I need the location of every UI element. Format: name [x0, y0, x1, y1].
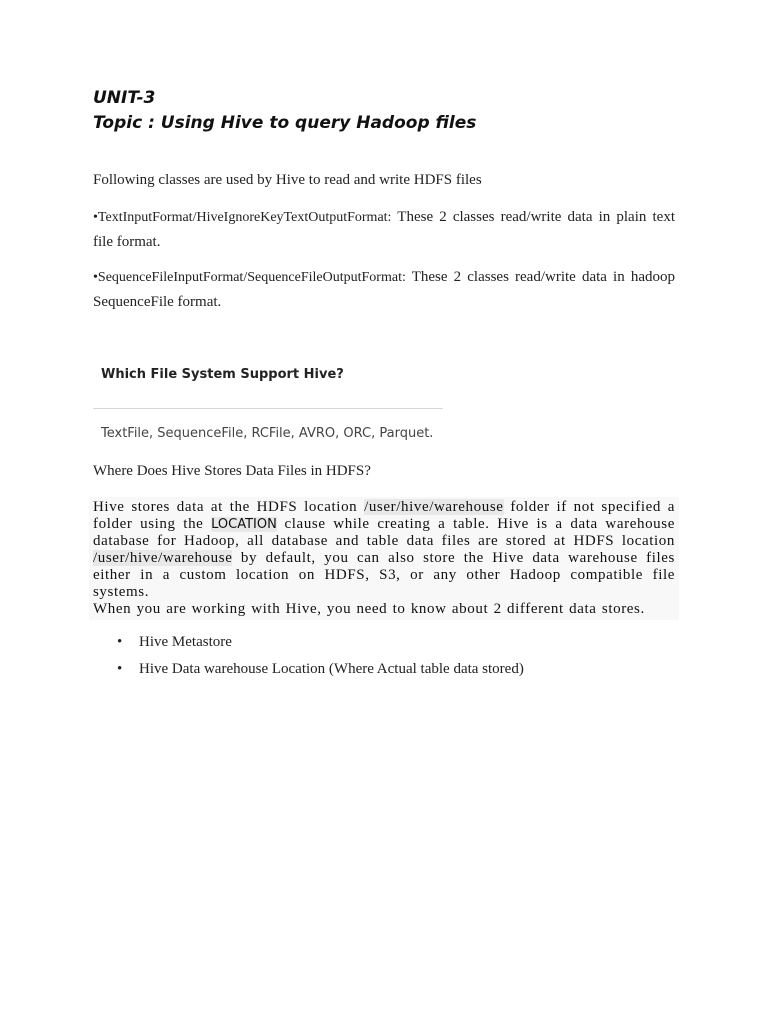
class-description: These 2 classes read/write data in hadoop SequenceFile format. [93, 269, 675, 310]
bullet-icon: • [117, 661, 123, 677]
intro-text: Following classes are used by Hive to read and write HDFS files [93, 172, 482, 188]
hdfs-path: /user/hive/warehouse [364, 499, 504, 515]
faq-question: Which File System Support Hive? [101, 367, 344, 382]
list-item-label: Hive Data warehouse Location (Where Actual table data stored) [139, 661, 524, 677]
class-bullet [93, 205, 675, 255]
bullet-icon: • [117, 634, 123, 650]
class-description: These 2 classes read/write data in plain text file format. [93, 209, 675, 250]
class-name: •SequenceFileInputFormat/SequenceFileOutputFormat: [93, 270, 406, 285]
data-stores-list [117, 634, 524, 688]
storage-description [93, 499, 675, 601]
data-stores-intro: When you are working with Hive, you need to know about 2 different data stores. [93, 601, 645, 617]
faq-answer: TextFile, SequenceFile, RCFile, AVRO, ORC, Parquet. [101, 426, 434, 441]
list-item-label: Hive Metastore [139, 634, 232, 650]
storage-paragraph [89, 497, 679, 620]
list-item [117, 661, 524, 688]
storage-question: Where Does Hive Stores Data Files in HDFS? [93, 463, 371, 479]
text-run: by default, you can also store the Hive data warehouse files either in a custom location on HDFS, S3, or any other Hadoop compatible file systems. [93, 550, 675, 600]
unit-title: UNIT-3 [93, 88, 156, 108]
text-run: folder if not specified a folder using the [93, 499, 675, 532]
list-item [117, 634, 524, 661]
text-run: clause while creating a table. Hive is a data warehouse database for Hadoop, all database and table data files are stored at HDFS location [93, 516, 675, 549]
faq-divider [93, 408, 443, 409]
location-keyword: LOCATION [211, 517, 277, 532]
topic-title: Topic : Using Hive to query Hadoop files [93, 113, 477, 133]
class-bullet [93, 265, 675, 315]
class-name: •TextInputFormat/HiveIgnoreKeyTextOutputFormat: [93, 210, 392, 225]
text-run: Hive stores data at the HDFS location [93, 499, 365, 515]
hdfs-path: /user/hive/warehouse [93, 550, 233, 566]
